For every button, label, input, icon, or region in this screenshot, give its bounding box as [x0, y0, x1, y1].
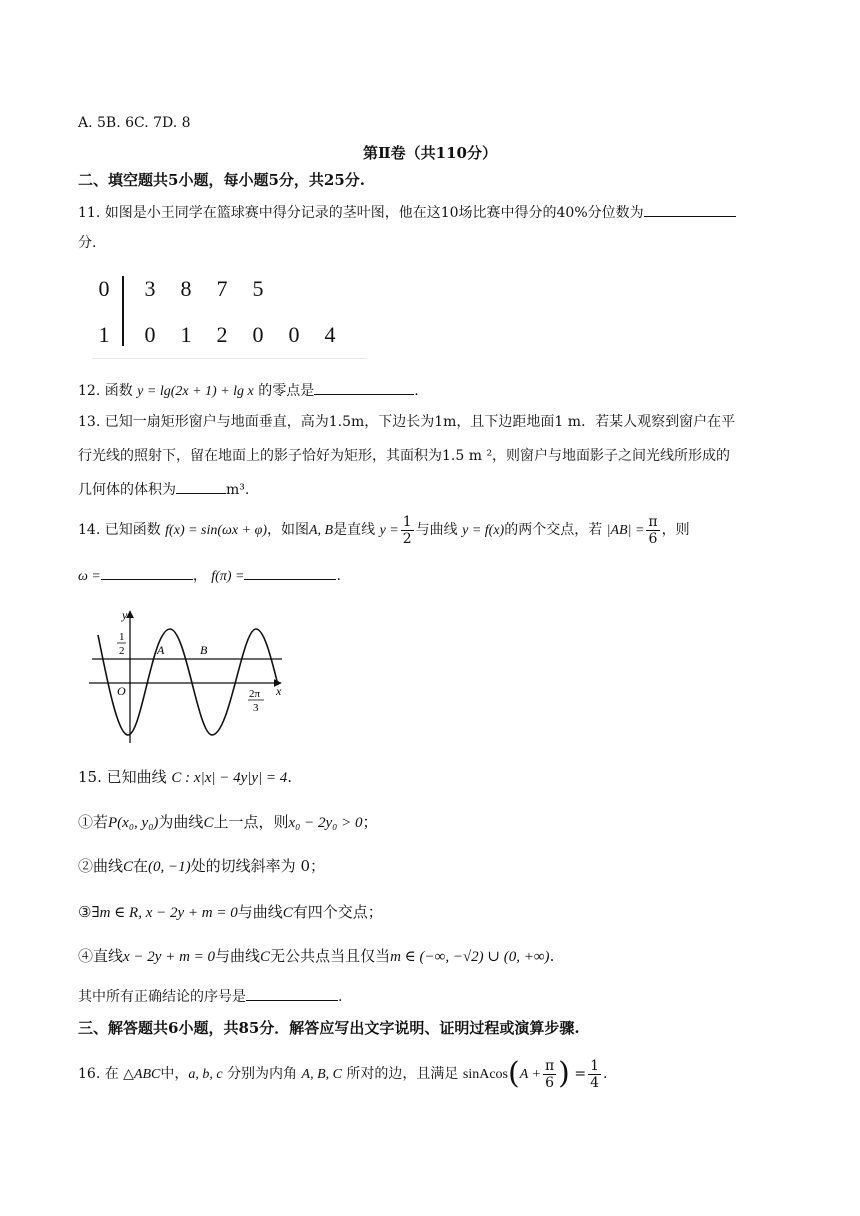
s2-point: (0, −1)	[148, 859, 191, 875]
q13-line3-prefix: 几何体的体积为	[78, 482, 176, 498]
frac-numerator: 1	[590, 1057, 599, 1074]
q13-answer-blank	[176, 479, 226, 494]
right-paren: )	[558, 1056, 570, 1091]
sine-graph	[86, 607, 286, 747]
q16-expression: sinAcos	[462, 1067, 508, 1082]
q14-function: f(x) = sin(ωx + φ)	[165, 523, 267, 538]
frac-denominator: 6	[545, 1074, 555, 1091]
point-a-label: A	[157, 643, 165, 657]
s3-curve: C	[282, 905, 293, 921]
stem-value: 1	[98, 322, 110, 347]
q15-statement-3	[78, 902, 383, 923]
leaf-value: 0	[252, 322, 264, 347]
q15-stem-end: .	[287, 768, 293, 786]
s3-expression: ∃m ∈ R, x − 2y + m = 0	[91, 905, 238, 921]
q16-end: .	[603, 1066, 608, 1082]
q13-line1: 13. 已知一扇矩形窗户与地面垂直，高为1.5m，下边长为1m，且下边距地面1 m．若某人观察到窗户在平	[78, 414, 736, 430]
q10-options: A. 5B. 6C. 7D. 8	[78, 115, 191, 131]
q14-line-y: y =	[379, 523, 399, 538]
s4-curve: C	[260, 949, 271, 965]
q14-text: 与曲线	[415, 522, 458, 538]
leaf-value: 1	[180, 322, 192, 347]
stem-divider	[122, 276, 124, 346]
origin-label: O	[117, 684, 126, 698]
q14-points: A, B	[309, 523, 334, 538]
s4-prefix: ④直线	[78, 947, 124, 965]
leaf-value: 0	[144, 322, 156, 347]
s2-text: 在	[133, 857, 149, 875]
frac-denominator: 6	[648, 530, 658, 547]
q13-unit: m³.	[226, 482, 250, 498]
fraction-pi-over-6	[543, 1058, 556, 1091]
s1-text: 上一点，则	[213, 813, 289, 831]
sine-curve	[98, 629, 278, 735]
question-14-answers	[78, 565, 341, 587]
frac-denominator: 4	[590, 1074, 599, 1091]
q15-answer-blank	[246, 986, 338, 1001]
q15-stem: 15. 已知曲线	[78, 768, 167, 786]
half-numerator: 1	[119, 631, 125, 643]
q11-text: 11. 如图是小王同学在篮球赛中得分记录的茎叶图，他在这10场比赛中得分的40%分位数为	[78, 205, 644, 221]
q15-statement-1	[78, 812, 377, 833]
tick-numerator: 2π	[249, 688, 261, 700]
q16-text: 中，	[160, 1066, 189, 1082]
fraction-pi-over-6	[646, 514, 659, 547]
leaf-value: 3	[144, 276, 156, 301]
stem-leaf-plot	[92, 272, 367, 362]
x-axis-label: x	[276, 684, 282, 698]
tick-denominator: 3	[253, 702, 259, 714]
y-axis-label: y	[122, 608, 128, 622]
left-paren: (	[508, 1056, 520, 1091]
q14-curve: y = f(x)	[462, 523, 505, 538]
frac-numerator: 1	[402, 513, 412, 530]
q14-text: ，则	[661, 522, 690, 538]
s1-text: 为曲线	[158, 813, 204, 831]
fraction-quarter	[588, 1058, 601, 1091]
section3-heading: 三、解答题共6小题，共85分．解答应写出文字说明、证明过程或演算步骤.	[78, 1019, 580, 1037]
q14-text: 的两个交点，若	[504, 522, 603, 538]
conclusion-end: .	[338, 989, 343, 1005]
q14-ab: |AB| =	[606, 523, 645, 538]
q16-angles: A, B, C	[301, 1067, 342, 1082]
s4-line: x − 2y + m = 0	[123, 949, 216, 965]
point-b-label: B	[200, 643, 208, 657]
q14-omega: ω =	[78, 569, 101, 584]
q16-equals: =	[574, 1066, 587, 1082]
s1-curve: C	[203, 815, 214, 831]
q14-text: ，如图	[267, 522, 309, 538]
plot-baseline	[92, 358, 367, 359]
q16-prefix: 16. 在	[78, 1066, 119, 1082]
frac-denominator: 2	[402, 530, 412, 547]
q15-statement-4	[78, 946, 554, 967]
leaf-value: 0	[288, 322, 300, 347]
q16-inner: A +	[519, 1067, 541, 1082]
f-pi-answer-blank	[244, 565, 336, 580]
q16-triangle: △ABC	[123, 1067, 161, 1082]
s4-text: 与曲线	[215, 947, 261, 965]
q11-answer-blank	[644, 202, 736, 217]
s1-end: ；	[362, 813, 378, 831]
s3-prefix: ③	[78, 903, 92, 921]
q15-statement-2	[78, 856, 325, 877]
s1-prefix: ①若	[78, 813, 109, 831]
s4-set: m ∈ (−∞, −√2) ∪ (0, +∞)	[390, 949, 550, 965]
q14-f-pi: f(π) =	[211, 569, 245, 584]
s1-point: P(x₀, y₀)	[108, 815, 159, 831]
leaf-value: 2	[216, 322, 228, 347]
q12-formula: y = lg(2x + 1) + lg x	[137, 384, 254, 399]
question-13-line3	[78, 479, 249, 500]
q15-curve-equation: C : x|x| − 4y|y| = 4	[171, 770, 288, 786]
q11-tail: 分.	[78, 235, 97, 251]
fraction-half	[401, 514, 414, 547]
leaf-value: 4	[324, 322, 336, 347]
leaf-value: 7	[216, 276, 228, 301]
q14-text: 是直线	[333, 522, 376, 538]
q14-prefix: 14. 已知函数	[78, 522, 161, 538]
frac-numerator: π	[544, 1057, 555, 1074]
conclusion-text: 其中所有正确结论的序号是	[78, 989, 246, 1005]
s2-end: 处的切线斜率为 0；	[190, 857, 325, 875]
q16-sides: a, b, c	[188, 1067, 223, 1082]
q16-text: 所对的边，且满足	[346, 1066, 459, 1082]
s3-end: 有四个交点；	[292, 903, 383, 921]
q14-comma: ，	[192, 568, 207, 584]
leaf-value: 5	[252, 276, 264, 301]
half-denominator: 2	[119, 645, 125, 657]
q14-period: .	[336, 568, 341, 584]
question-11	[78, 202, 736, 223]
question-14	[78, 512, 690, 549]
s2-prefix: ②曲线	[78, 857, 124, 875]
q12-end: .	[414, 383, 419, 399]
s3-text: 与曲线	[237, 903, 283, 921]
frac-numerator: π	[648, 513, 658, 530]
q12-suffix: 的零点是	[258, 383, 315, 399]
leaf-value: 8	[180, 276, 192, 301]
s1-inequality: x₀ − 2y₀ > 0	[288, 815, 363, 831]
s4-text: 无公共点当且仅当	[270, 947, 391, 965]
question-15	[78, 767, 292, 788]
q15-conclusion	[78, 986, 342, 1007]
stem-value: 0	[98, 276, 110, 301]
section2-heading: 二、填空题共5小题，每小题5分，共25分.	[78, 171, 365, 189]
part2-title: 第Ⅱ卷（共110分）	[363, 144, 497, 162]
question-16	[78, 1054, 607, 1095]
question-12	[78, 380, 419, 402]
omega-answer-blank	[101, 565, 193, 580]
q12-answer-blank	[314, 380, 414, 395]
s4-end: .	[549, 947, 555, 965]
q13-line2: 行光线的照射下，留在地面上的影子恰好为矩形，其面积为1.5 m ²，则窗户与地面影子之间光线所形成的	[78, 448, 731, 464]
q12-prefix: 12. 函数	[78, 383, 133, 399]
q16-text: 分别为内角	[227, 1066, 298, 1082]
s2-curve: C	[123, 859, 134, 875]
